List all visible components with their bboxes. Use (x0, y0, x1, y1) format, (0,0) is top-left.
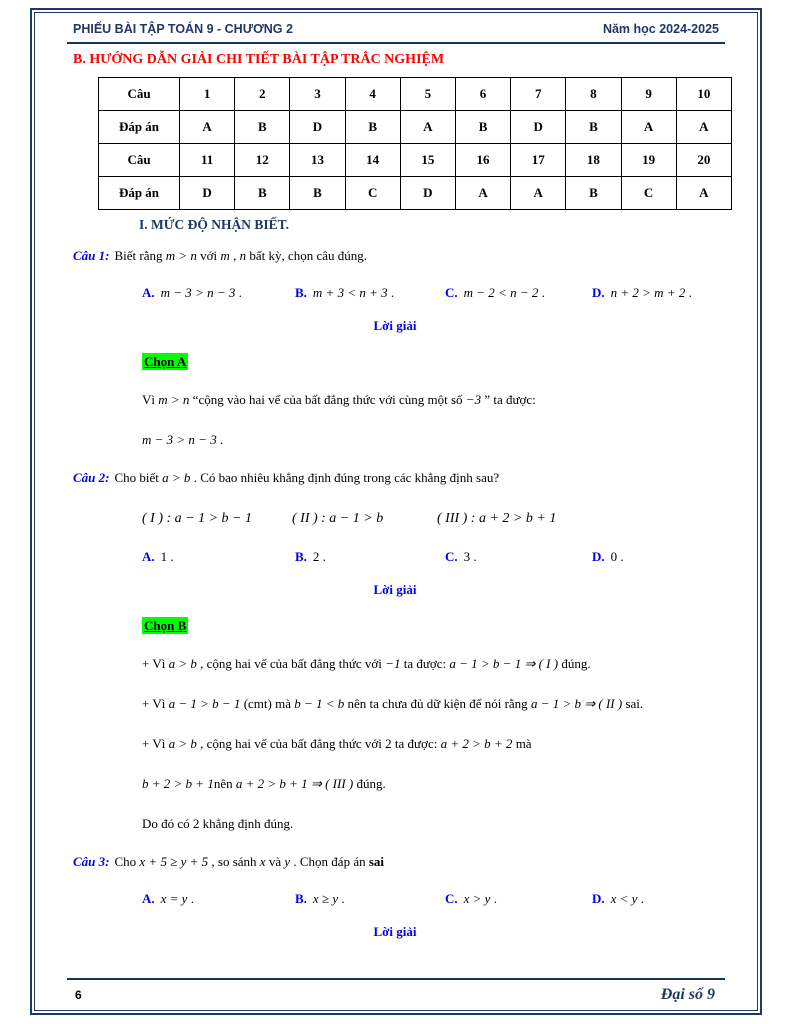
solution-line: Do đó có 2 khẳng định đúng. (142, 816, 294, 831)
question-3-text: Cho x + 5 ≥ y + 5 , so sánh x và y . Chọn đáp án sai (114, 854, 385, 869)
table-cell: D (400, 177, 455, 210)
option-d (592, 547, 717, 567)
section-i-title: I. MỨC ĐỘ NHẬN BIẾT. (139, 217, 290, 232)
table-cell: 12 (235, 144, 290, 177)
table-cell: 3 (290, 78, 345, 111)
table-cell: B (566, 177, 621, 210)
table-cell: B (235, 111, 290, 144)
question-2-number: Câu 2: (73, 470, 110, 485)
header-title: PHIẾU BÀI TẬP TOÁN 9 - CHƯƠNG 2 (73, 22, 293, 36)
page-footer (67, 978, 725, 1006)
chosen-answer-line (142, 354, 717, 370)
option-c-text: 3 . (463, 549, 477, 564)
question-1-options (142, 283, 717, 303)
question-3-number: Câu 3: (73, 854, 110, 869)
option-a (142, 283, 295, 303)
table-cell: A (455, 177, 510, 210)
table-cell: B (235, 177, 290, 210)
solution-heading: Lời giải (373, 582, 417, 597)
option-d-text: x < y . (610, 891, 644, 906)
page-inner-frame (34, 12, 758, 1011)
option-a-text: x = y . (160, 891, 194, 906)
option-c (445, 889, 592, 909)
table-cell: 4 (345, 78, 400, 111)
table-cell: A (621, 111, 676, 144)
question-2 (73, 468, 717, 834)
option-b-letter: B. (295, 891, 307, 906)
table-cell: 18 (566, 144, 621, 177)
question-3-options (142, 889, 717, 909)
question-3-line (73, 852, 717, 872)
table-row-header: Đáp án (99, 111, 180, 144)
statement-3: ( III ) : a + 2 > b + 1 (437, 511, 557, 526)
table-cell: B (566, 111, 621, 144)
table-cell: 8 (566, 78, 621, 111)
option-b-letter: B. (295, 549, 307, 564)
table-cell: 14 (345, 144, 400, 177)
question-2-options (142, 547, 717, 567)
option-a-letter: A. (142, 285, 155, 300)
table-row (99, 78, 732, 111)
table-cell: 10 (676, 78, 731, 111)
question-1-text: Biết rằng m > n với m , n bất kỳ, chọn câu đúng. (114, 248, 368, 263)
table-cell: 1 (180, 78, 235, 111)
question-2-statements (142, 508, 717, 530)
table-cell: 17 (511, 144, 566, 177)
table-cell: D (511, 111, 566, 144)
option-b (295, 283, 445, 303)
option-d-text: n + 2 > m + 2 . (610, 285, 692, 300)
option-a-text: m − 3 > n − 3 . (160, 285, 242, 300)
section-b-title: B. HƯỚNG DẪN GIẢI CHI TIẾT BÀI TẬP TRẮC NGHIỆM (73, 52, 445, 67)
solution-line: + Vì a − 1 > b − 1 (cmt) mà b − 1 < b nên ta chưa đủ dữ kiện để nói rằng a − 1 > b ⇒ ( II ) sai. (142, 696, 644, 711)
option-c-letter: C. (445, 285, 458, 300)
page-content (35, 52, 757, 940)
chosen-answer-badge: Chọn A (144, 354, 187, 369)
question-1 (73, 246, 717, 450)
table-cell: 11 (180, 144, 235, 177)
table-cell: A (511, 177, 566, 210)
table-cell: 19 (621, 144, 676, 177)
table-cell: 20 (676, 144, 731, 177)
table-cell: A (676, 177, 731, 210)
table-row (99, 111, 732, 144)
option-a-letter: A. (142, 891, 155, 906)
solution-heading: Lời giải (373, 924, 417, 939)
option-a-text: 1 . (160, 549, 174, 564)
option-c-letter: C. (445, 891, 458, 906)
option-c-text: m − 2 < n − 2 . (463, 285, 545, 300)
table-row-header: Câu (99, 78, 180, 111)
table-cell: 5 (400, 78, 455, 111)
table-row (99, 177, 732, 210)
answer-key-table (98, 77, 732, 210)
table-cell: A (180, 111, 235, 144)
page-border-frame (30, 8, 762, 1015)
option-c (445, 547, 592, 567)
table-cell: D (180, 177, 235, 210)
solution-line: b + 2 > b + 1nên a + 2 > b + 1 ⇒ ( III ) đúng. (142, 776, 386, 791)
page-number: 6 (75, 988, 82, 1002)
question-1-number: Câu 1: (73, 248, 110, 263)
option-b-letter: B. (295, 285, 307, 300)
table-cell: A (676, 111, 731, 144)
table-cell: 16 (455, 144, 510, 177)
solution-line: m − 3 > n − 3 . (142, 432, 224, 447)
table-cell: B (455, 111, 510, 144)
table-row (99, 144, 732, 177)
answer-key-body (99, 78, 732, 210)
statement-1: ( I ) : a − 1 > b − 1 (142, 511, 252, 526)
option-b-text: 2 . (312, 549, 326, 564)
option-a (142, 889, 295, 909)
option-d-letter: D. (592, 891, 605, 906)
option-b-text: m + 3 < n + 3 . (312, 285, 395, 300)
option-b-text: x ≥ y . (312, 891, 345, 906)
question-2-line (73, 468, 717, 488)
table-cell: 9 (621, 78, 676, 111)
table-cell: C (621, 177, 676, 210)
table-row-header: Câu (99, 144, 180, 177)
table-cell: C (345, 177, 400, 210)
table-cell: B (290, 177, 345, 210)
option-c-letter: C. (445, 549, 458, 564)
table-cell: D (290, 111, 345, 144)
option-d-text: 0 . (610, 549, 624, 564)
option-a (142, 547, 295, 567)
footer-book-title: Đại số 9 (660, 986, 715, 1003)
header-school-year: Năm học 2024-2025 (602, 22, 719, 36)
option-d-letter: D. (592, 549, 605, 564)
statement-2: ( II ) : a − 1 > b (292, 511, 384, 526)
table-cell: B (345, 111, 400, 144)
option-a-letter: A. (142, 549, 155, 564)
question-3 (73, 852, 717, 940)
table-cell: 15 (400, 144, 455, 177)
table-cell: A (400, 111, 455, 144)
option-d (592, 283, 717, 303)
table-cell: 13 (290, 144, 345, 177)
option-b (295, 547, 445, 567)
page-header (67, 18, 725, 44)
question-1-line (73, 246, 717, 266)
table-cell: 2 (235, 78, 290, 111)
solution-heading: Lời giải (373, 318, 417, 333)
question-2-text: Cho biết a > b . Có bao nhiêu khẳng định đúng trong các khẳng định sau? (114, 470, 500, 485)
solution-line: + Vì a > b , cộng hai vế của bất đẳng thức với −1 ta được: a − 1 > b − 1 ⇒ ( I ) đúng. (142, 656, 591, 671)
table-row-header: Đáp án (99, 177, 180, 210)
chosen-answer-badge: Chọn B (144, 618, 187, 633)
option-d-letter: D. (592, 285, 605, 300)
table-cell: 6 (455, 78, 510, 111)
solution-line: Vì m > n “cộng vào hai vế của bất đẳng thức với cùng một số −3 ” ta được: (142, 392, 536, 407)
option-b (295, 889, 445, 909)
solution-line: + Vì a > b , cộng hai vế của bất đẳng thức với 2 ta được: a + 2 > b + 2 mà (142, 736, 532, 751)
table-cell: 7 (511, 78, 566, 111)
option-d-text: x > y . (463, 891, 497, 906)
option-d (592, 889, 717, 909)
option-c (445, 283, 592, 303)
chosen-answer-line (142, 618, 717, 634)
